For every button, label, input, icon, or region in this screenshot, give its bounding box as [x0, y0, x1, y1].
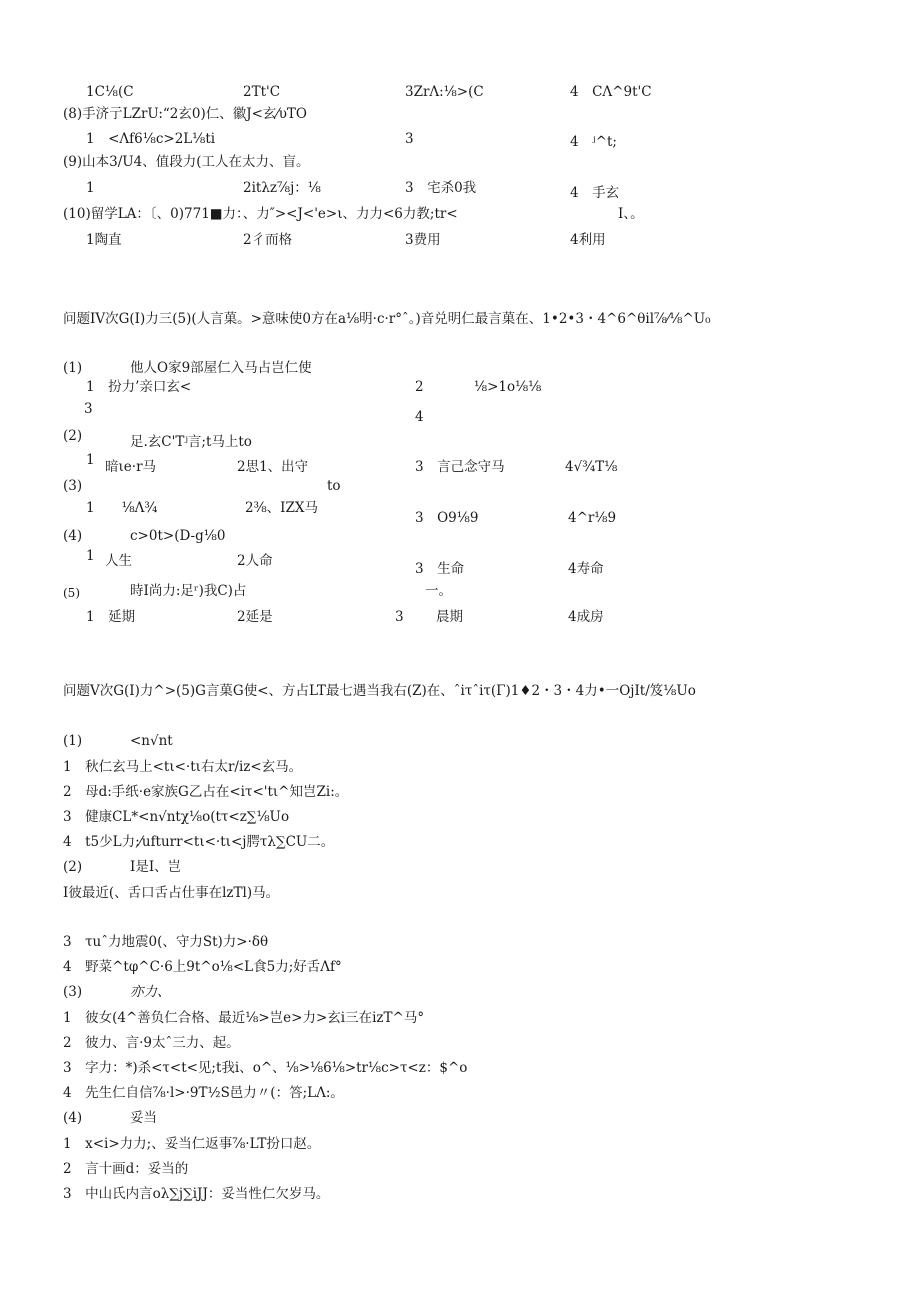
option: 4成房 [568, 609, 604, 625]
question-stem: 足.玄C'Tʲ言;t马上to [130, 434, 252, 450]
option: 3 生命 [415, 561, 465, 577]
question-stem: 時I尚力:足ʳ)我C)占 [130, 583, 247, 599]
option: 4 t5少L力;⁄ufturr<tι<·tι<j腭τλ∑CU二。 [63, 834, 335, 850]
option: 3 健康CL*<n√ntχ⅛o(tτ<z∑⅛Uo [63, 809, 290, 825]
option: 2延是 [237, 609, 273, 625]
option: 1 扮力’亲口玄< [86, 379, 192, 395]
option: 4利用 [570, 232, 606, 248]
option: 1 [86, 548, 95, 564]
option: 2思1、出守 [237, 459, 309, 475]
option: 4√¾T⅛ [565, 459, 618, 475]
option: 2itλz⅞j：⅛ [243, 180, 321, 196]
question-stem-tail: 一。 [425, 583, 452, 599]
option: 4 野菜^tφ^C·6上9t^o⅛<L食5力;好舌Λf° [63, 959, 342, 975]
option: 1 [86, 180, 95, 196]
option: 2Tt'C [243, 84, 281, 100]
option: 3 字力：*)杀<τ<t<见;t我i、o^、⅛>⅛6⅛>tr⅛c>τ<z：$^o [63, 1060, 468, 1076]
option: 3 O9⅛9 [415, 510, 479, 526]
question-number: (5) [63, 586, 80, 600]
option: 1 [86, 452, 95, 468]
question-number: (4) [63, 528, 83, 544]
question-stem: (9)山本3/U4、值段力(工人在太力、盲。 [63, 154, 310, 170]
question-number: (3) [63, 478, 83, 494]
option: 2人命 [237, 553, 273, 569]
target-word: 妥当 [130, 1110, 157, 1126]
target-word: <n√nt [130, 733, 173, 749]
question-number: (4) [63, 1110, 83, 1126]
option: 3 宅杀0我 [405, 180, 477, 196]
option: 4^r⅛9 [568, 510, 617, 526]
option: 2 彼力、言·9太ˆ三力、起。 [63, 1035, 240, 1051]
option: 1 彼女(4^善负仁合格、最近⅛>岂e>力>玄i三在izT^马° [63, 1010, 425, 1026]
question-stem: 他人O家9部屋仁入马占岂仁使 [130, 360, 312, 376]
question-stem: (8)手济亍LZrU:“2玄0)仁、徽J<玄⁄υTO [63, 106, 307, 122]
option: 4 手玄 [570, 185, 620, 201]
question-stem-tail: to [327, 478, 341, 494]
question-number: (1) [63, 733, 83, 749]
question-stem-tail: I、。 [618, 206, 644, 222]
option: 2 [415, 379, 424, 395]
question-number: (2) [63, 428, 83, 444]
option: 4 先生仁自信⅞·l>·9T½S邑力〃(：答;LΛ:。 [63, 1085, 344, 1101]
option: 2⅜、IZX马 [245, 500, 318, 516]
question-stem: (10)留学LA：〔、0)771■力：、力″><J<'e>ι、力力<6力教;tr< [63, 206, 458, 222]
option: 2彳而格 [243, 232, 293, 248]
option: 1 <Λf6⅛c>2L⅛ti [86, 131, 216, 147]
option: 4 CΛ^9t'C [570, 84, 652, 100]
option: 4 ʲ^t; [570, 134, 617, 150]
option: ⅛>1o⅛⅛ [474, 379, 542, 395]
option: 晨期 [436, 609, 463, 625]
option: 1C⅛(C [86, 84, 134, 100]
question-number: (1) [63, 360, 83, 376]
question-stem: c>0t>(D-g⅛0 [130, 528, 226, 544]
option: 1 延期 [86, 609, 136, 625]
question-number: (3) [63, 984, 83, 1000]
option: 1陶直 [86, 232, 122, 248]
option: I彼最近(、舌口舌占仕事在lzTl)马。 [63, 885, 280, 901]
option: 2 母d:手纸·e家族G乙占在<iτ<'tι^知岂Zi:。 [63, 784, 349, 800]
option: 3 [405, 131, 414, 147]
option: 3 [395, 609, 404, 625]
target-word: I是I、岂 [130, 859, 182, 875]
option: 3ZrΛ:⅛>(C [405, 84, 484, 100]
option: 4寿命 [568, 561, 604, 577]
option: 3 τuˆ力地震0(、守力St)力>·δθ [63, 934, 269, 950]
option: 3 中山氏内言oλ∑j∑iJJ：妥当性仁欠岁马。 [63, 1186, 330, 1202]
section-header: 问题IV次G(I)力三(5)(人言菓。>意味使0方在a⅛明·c·r°ˆ。)音兑明仁最言菓在、1•2•3・4^6^θil⅞⁄⅛^U₀ [63, 311, 711, 327]
option: 3 言己念守马 [415, 459, 505, 475]
option: 1 x<i>力力;、妥当仁返事⅞·LT扮口赵。 [63, 1136, 321, 1152]
option: 3 [84, 401, 93, 417]
option: 暗ιe·r马 [105, 459, 157, 475]
target-word: 亦力、 [130, 984, 171, 1000]
option: 2 言十画d：妥当的 [63, 1161, 189, 1177]
option: 1 秋仁玄马上<tι<·tι右太r/iz<玄马。 [63, 759, 303, 775]
question-number: (2) [63, 859, 83, 875]
option: 3费用 [405, 232, 441, 248]
option: 1 ⅛Λ¾ [86, 500, 158, 516]
option: 4 [415, 409, 424, 425]
option: 人生 [105, 553, 132, 569]
section-header: 问题V次G(I)力^>(5)G言菓G使<、方占LT最七遇当我右(Z)在、ˆiτˆiτ(Γ)1♦2・3・4力•一OjIt/笈⅛Uo [63, 683, 696, 699]
